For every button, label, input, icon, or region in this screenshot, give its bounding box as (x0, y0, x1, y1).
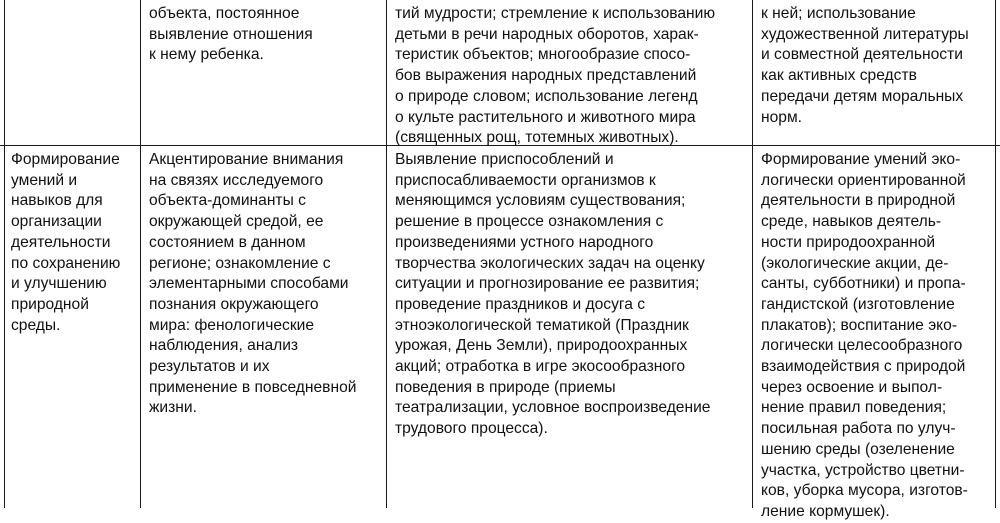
column-border (995, 0, 996, 508)
table-cell: Акцентирование внимания на связях исследуемого объекта-доминанты с окружающей средой, ее состоянием в данном регионе; ознакомление с элементарными способами познания окружающего мира: фенологические наблюдения, анализ результатов и их применение в повседневной жизни. (149, 151, 357, 417)
column-border (386, 0, 387, 508)
table-cell: тий мудрости; стремление к использованию детьми в речи народных оборотов, харак- теристик объектов; многообразие спосо- бов выражения народных представлений о природе словом; использование легенд о культе растительного и животного мира (священных рощ, тотемных животных). (395, 5, 716, 147)
column-border (752, 0, 753, 508)
table-cell: объекта, постоянное выявление отношения к нему ребенка. (149, 5, 313, 64)
table-cell: Формирование умений и навыков для организации деятельности по сохранению и улучшению природной среды. (11, 151, 121, 334)
table-cell: Формирование умений эко- логически ориентированной деятельности в природной среде, навыков деятель- ности природоохранной (экологические акции, де- санты, субботники) и пропа- гандистской (изготовление плакатов); воспитание эко- логически целесообразного взаимодействия с природой через освоение и выпол- нение правил поведения; посильная работа по улуч- шению среды (озеленение участка, устройство цветни- ков, уборка мусора, изготов- ление кормушек). (761, 151, 968, 520)
column-border (4, 0, 5, 508)
column-border (140, 0, 141, 508)
table-cell: Выявление приспособлений и приспосабливаемости организмов к меняющимся условиям существования; решение в процессе ознакомления с произведениями устного народного творчества экологических задач на оценку ситуации и прогнозирование ее развития; проведение праздников и досуга с этноэкологической тематикой (Праздник урожая, День Земли), природоохранных акций; отработка в игре экосообразного поведения в природе (приемы театрализации, условное воспроизведение трудового процесса). (395, 151, 711, 438)
table-cell: к ней; использование художественной литературы и совместной деятельности как активных средств передачи детям моральных норм. (761, 5, 969, 126)
